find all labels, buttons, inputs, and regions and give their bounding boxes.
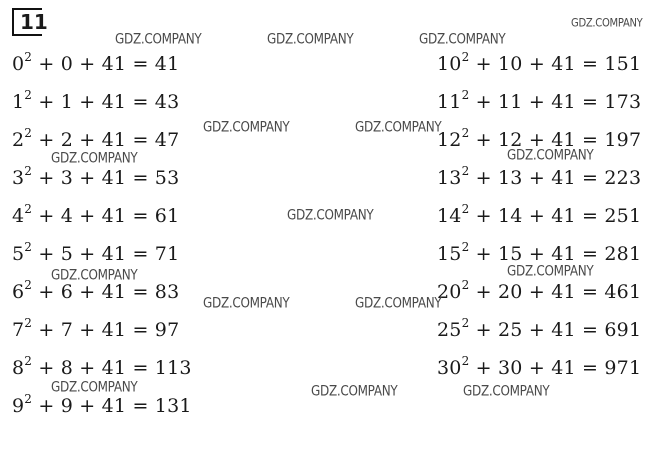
watermark: GDZ.COMPANY bbox=[507, 262, 594, 280]
equation-exponent: 2 bbox=[461, 50, 470, 64]
equation-base: 4 bbox=[12, 205, 25, 227]
equation-exponent: 2 bbox=[461, 202, 470, 216]
equation-row bbox=[12, 50, 192, 88]
equation-exponent: 2 bbox=[24, 50, 33, 64]
equation-base: 5 bbox=[12, 243, 25, 265]
equation-row bbox=[437, 164, 641, 202]
watermark: GDZ.COMPANY bbox=[507, 146, 594, 164]
equation-row bbox=[12, 88, 192, 126]
equation-row bbox=[437, 88, 641, 126]
equation-rest: + 30 + 41 = 971 bbox=[469, 357, 642, 379]
equation-rest: + 13 + 41 = 223 bbox=[469, 167, 642, 189]
equation-base: 8 bbox=[12, 357, 25, 379]
equation-exponent: 2 bbox=[461, 240, 470, 254]
equation-row bbox=[12, 316, 192, 354]
watermark: GDZ.COMPANY bbox=[51, 149, 138, 167]
equation-rest: + 20 + 41 = 461 bbox=[469, 281, 642, 303]
equation-rest: + 4 + 41 = 61 bbox=[32, 205, 180, 227]
watermark: GDZ.COMPANY bbox=[115, 30, 202, 48]
equation-rest: + 8 + 41 = 113 bbox=[32, 357, 192, 379]
equation-exponent: 2 bbox=[24, 316, 33, 330]
equation-row bbox=[12, 392, 192, 430]
equation-rest: + 14 + 41 = 251 bbox=[469, 205, 642, 227]
equation-row bbox=[437, 202, 641, 240]
equation-exponent: 2 bbox=[24, 164, 33, 178]
equation-exponent: 2 bbox=[24, 278, 33, 292]
equation-rest: + 9 + 41 = 131 bbox=[32, 395, 192, 417]
equation-base: 0 bbox=[12, 53, 25, 75]
equation-exponent: 2 bbox=[461, 126, 470, 140]
equation-rest: + 7 + 41 = 97 bbox=[32, 319, 180, 341]
equation-row bbox=[12, 164, 192, 202]
equation-row bbox=[437, 50, 641, 88]
equation-row bbox=[12, 278, 192, 316]
watermark: GDZ.COMPANY bbox=[355, 294, 442, 312]
equation-base: 6 bbox=[12, 281, 25, 303]
watermark: GDZ.COMPANY bbox=[267, 30, 354, 48]
equation-base: 30 bbox=[437, 357, 462, 379]
equation-rest: + 25 + 41 = 691 bbox=[469, 319, 642, 341]
watermark: GDZ.COMPANY bbox=[571, 17, 643, 30]
watermark: GDZ.COMPANY bbox=[419, 30, 506, 48]
watermark: GDZ.COMPANY bbox=[51, 266, 138, 284]
equation-exponent: 2 bbox=[24, 240, 33, 254]
watermark: GDZ.COMPANY bbox=[51, 378, 138, 396]
equation-base: 12 bbox=[437, 129, 462, 151]
equation-base: 9 bbox=[12, 395, 25, 417]
equation-exponent: 2 bbox=[461, 316, 470, 330]
equation-exponent: 2 bbox=[24, 126, 33, 140]
equation-base: 13 bbox=[437, 167, 462, 189]
equation-rest: + 0 + 41 = 41 bbox=[32, 53, 180, 75]
equation-rest: + 3 + 41 = 53 bbox=[32, 167, 180, 189]
equation-base: 10 bbox=[437, 53, 462, 75]
equation-base: 20 bbox=[437, 281, 462, 303]
equation-base: 1 bbox=[12, 91, 25, 113]
equation-base: 25 bbox=[437, 319, 462, 341]
watermark: GDZ.COMPANY bbox=[463, 382, 550, 400]
equation-exponent: 2 bbox=[24, 354, 33, 368]
watermark: GDZ.COMPANY bbox=[355, 118, 442, 136]
equation-exponent: 2 bbox=[24, 88, 33, 102]
equation-rest: + 1 + 41 = 43 bbox=[32, 91, 180, 113]
equations-right-column bbox=[437, 50, 641, 392]
watermark: GDZ.COMPANY bbox=[203, 294, 290, 312]
watermark: GDZ.COMPANY bbox=[287, 206, 374, 224]
equation-rest: + 5 + 41 = 71 bbox=[32, 243, 180, 265]
task-number-badge: 11 bbox=[12, 8, 42, 36]
equation-rest: + 10 + 41 = 151 bbox=[469, 53, 642, 75]
equation-base: 14 bbox=[437, 205, 462, 227]
equation-exponent: 2 bbox=[461, 354, 470, 368]
equation-row bbox=[437, 278, 641, 316]
equation-base: 3 bbox=[12, 167, 25, 189]
watermark: GDZ.COMPANY bbox=[203, 118, 290, 136]
equations-left-column bbox=[12, 50, 192, 430]
equation-exponent: 2 bbox=[24, 392, 33, 406]
equation-rest: + 11 + 41 = 173 bbox=[469, 91, 642, 113]
equation-rest: + 12 + 41 = 197 bbox=[469, 129, 642, 151]
equation-rest: + 2 + 41 = 47 bbox=[32, 129, 180, 151]
equation-row bbox=[437, 316, 641, 354]
equation-exponent: 2 bbox=[461, 88, 470, 102]
equation-base: 11 bbox=[437, 91, 462, 113]
equation-exponent: 2 bbox=[461, 278, 470, 292]
equation-base: 15 bbox=[437, 243, 462, 265]
equation-exponent: 2 bbox=[24, 202, 33, 216]
equation-exponent: 2 bbox=[461, 164, 470, 178]
equation-rest: + 6 + 41 = 83 bbox=[32, 281, 180, 303]
equation-base: 2 bbox=[12, 129, 25, 151]
equation-row bbox=[12, 202, 192, 240]
equation-rest: + 15 + 41 = 281 bbox=[469, 243, 642, 265]
equation-base: 7 bbox=[12, 319, 25, 341]
watermark: GDZ.COMPANY bbox=[311, 382, 398, 400]
